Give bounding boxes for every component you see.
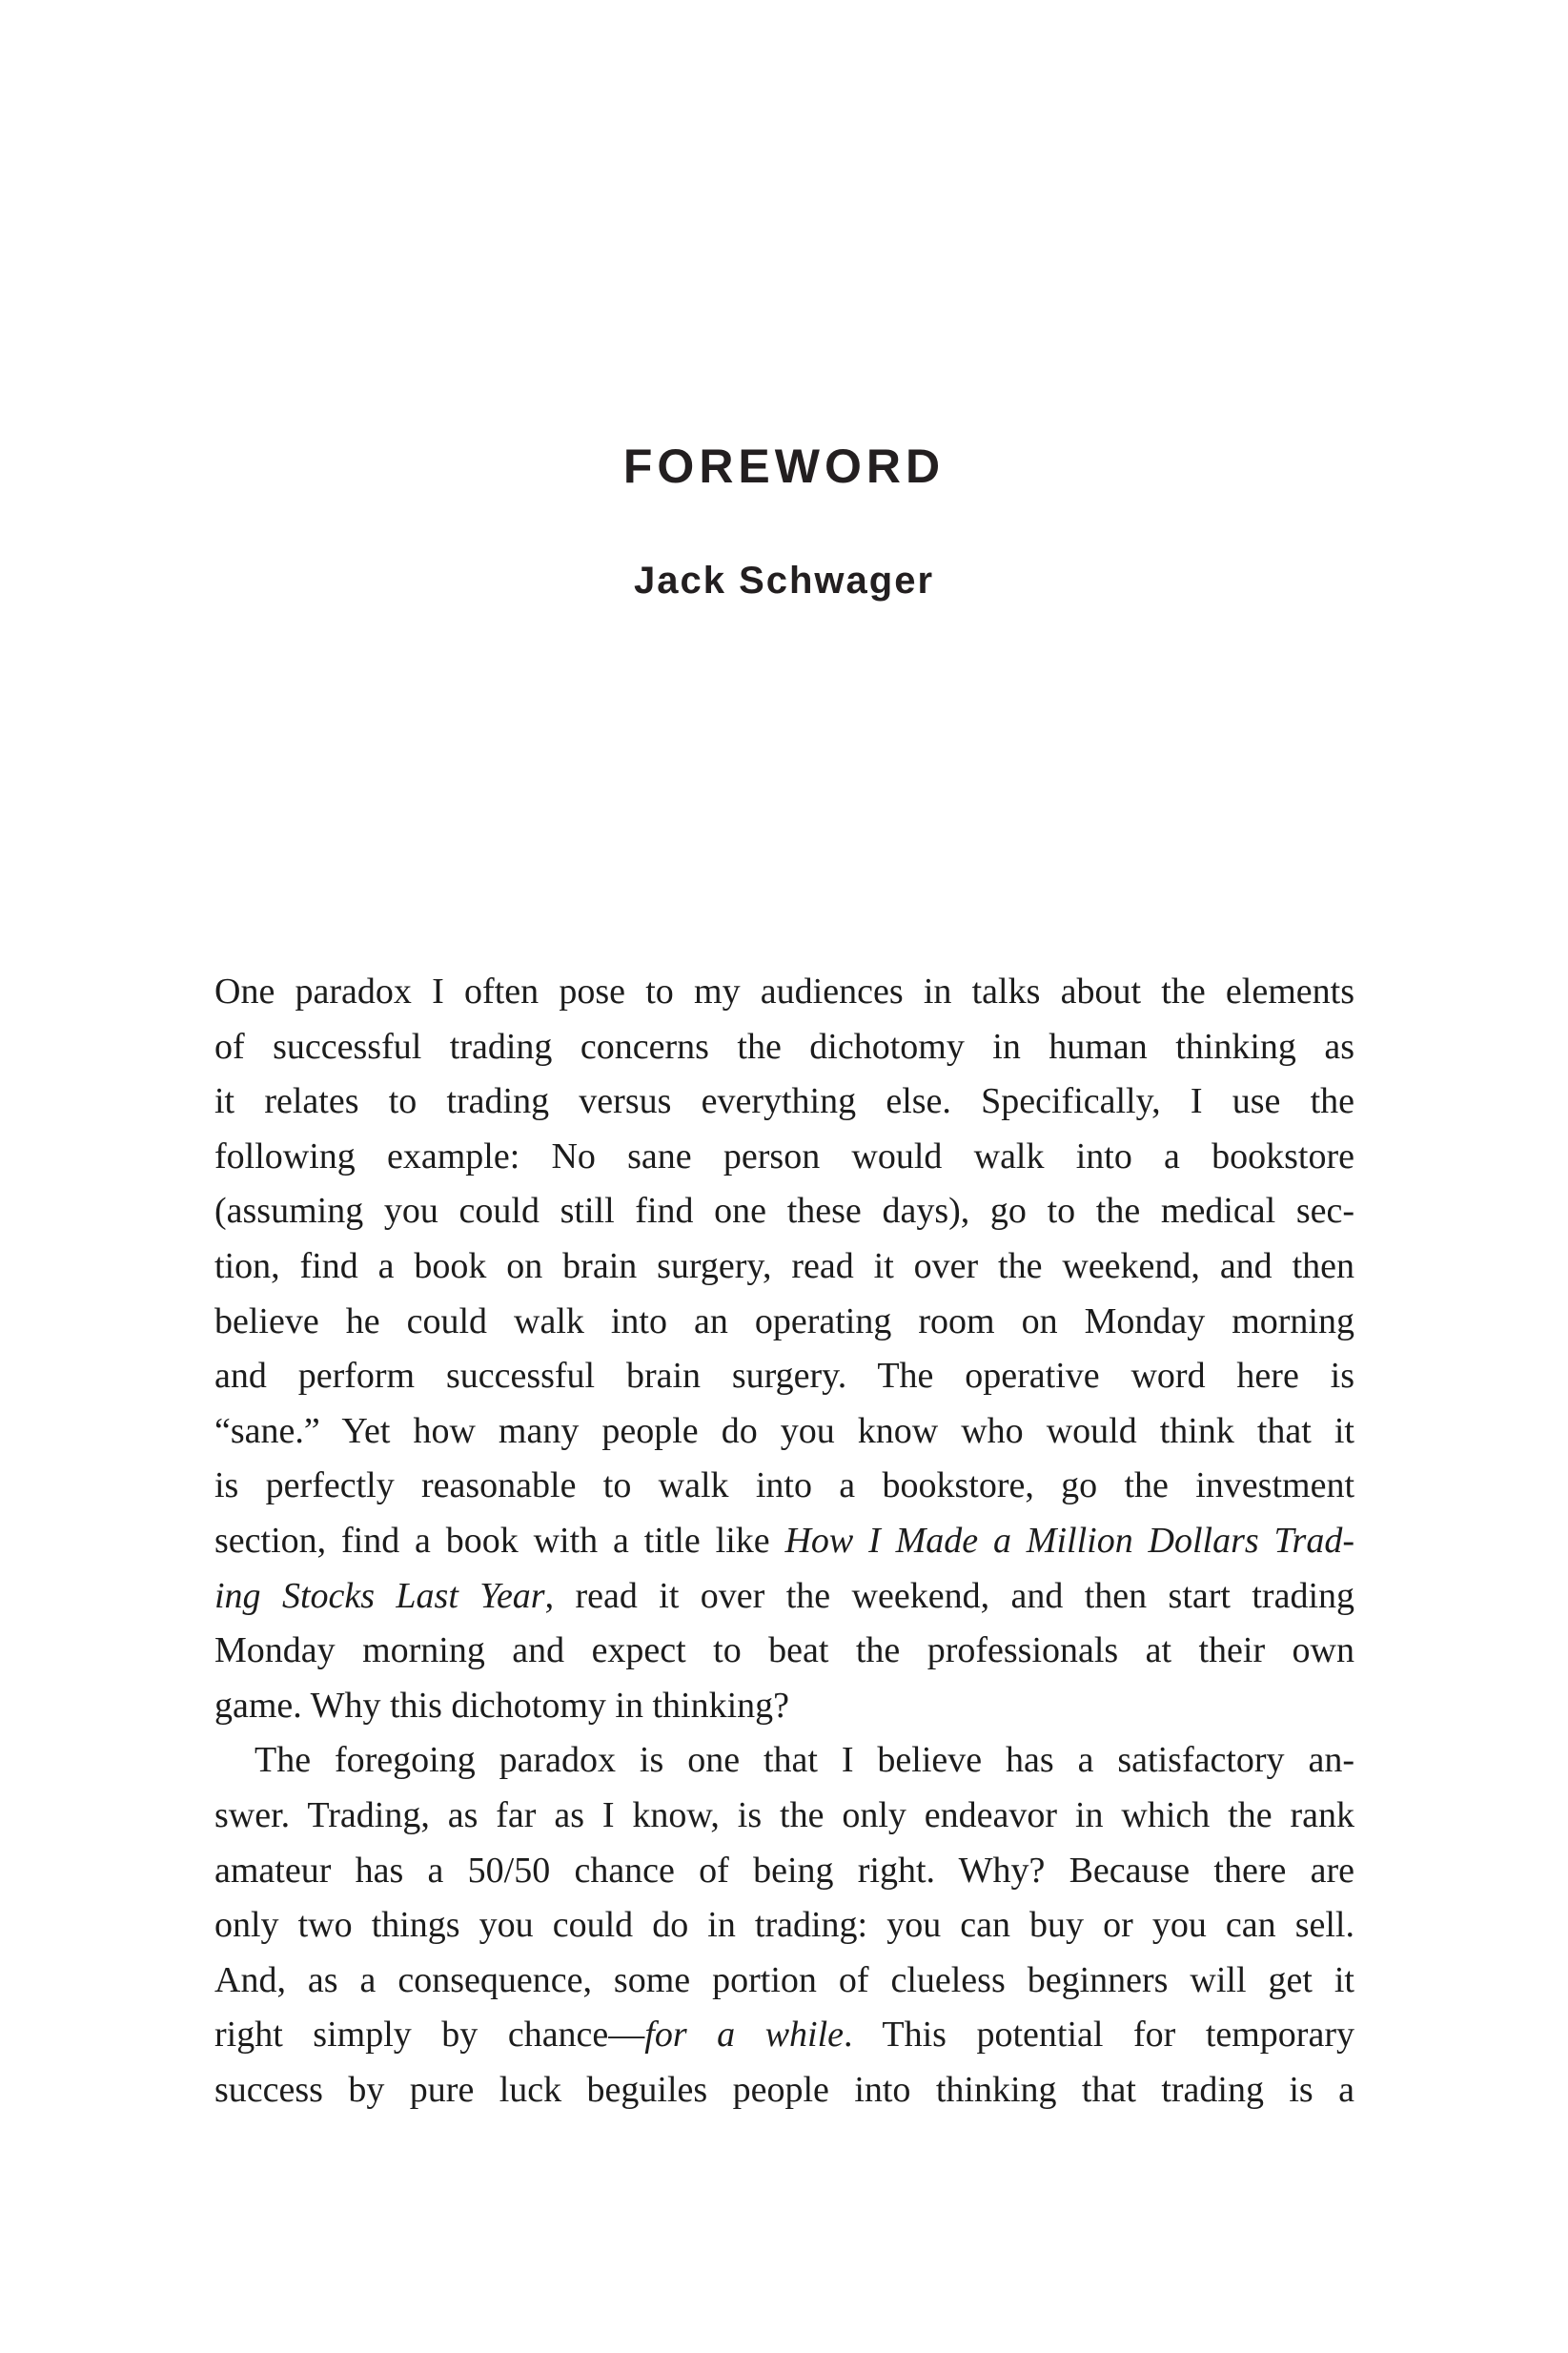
body-text-line	[214, 1349, 1354, 1404]
body-text-line	[214, 965, 1354, 1020]
body-text-segment: of successful trading concerns the dichotomy in human thinking as	[214, 1026, 1354, 1067]
body-text-line	[214, 1239, 1354, 1295]
body-text-segment: , read it over the weekend, and then start trading	[544, 1575, 1354, 1616]
body-text-segment: section, find a book with a title like	[214, 1520, 785, 1561]
author-name: Jack Schwager	[633, 560, 935, 603]
body-text-segment: “sane.” Yet how many people do you know who would think that it	[214, 1410, 1354, 1451]
body-text-segment: believe he could walk into an operating room on Monday morning	[214, 1300, 1354, 1341]
body-text-segment: The foregoing paradox is one that I believe has a satisfactory an-	[255, 1740, 1354, 1781]
body-text-italic-segment: How I Made a Million Dollars Trad-	[784, 1520, 1354, 1561]
body-text-segment: only two things you could do in trading: you can buy or you can sell.	[214, 1905, 1354, 1946]
body-text-segment: swer. Trading, as far as I know, is the only endeavor in which the rank	[214, 1794, 1354, 1835]
body-text-italic-segment: for a while	[644, 2015, 845, 2056]
body-text-segment: it relates to trading versus everything else. Specifically, I use the	[214, 1081, 1354, 1122]
body-text-line	[214, 1954, 1354, 2009]
body-text-line	[214, 2063, 1354, 2118]
body-text-segment: (assuming you could still find one these days), go to the medical sec-	[214, 1191, 1354, 1232]
body-text-line	[214, 1295, 1354, 1350]
body-text-line	[214, 1733, 1354, 1789]
body-text-segment: and perform successful brain surgery. The operative word here is	[214, 1356, 1354, 1397]
body-text-line	[214, 2008, 1354, 2063]
body-text-segment: following example: No sane person would walk into a bookstore	[214, 1136, 1354, 1176]
body-text-line	[214, 1074, 1354, 1130]
body-text-italic-segment: ing Stocks Last Year	[214, 1575, 545, 1616]
body-text-segment: tion, find a book on brain surgery, read it over the weekend, and then	[214, 1245, 1354, 1286]
body-text-line	[214, 1569, 1354, 1625]
page-title: FOREWORD	[622, 439, 946, 493]
body-text	[214, 965, 1354, 2118]
body-text-segment: is perfectly reasonable to walk into a bookstore, go the investment	[214, 1465, 1354, 1506]
body-text-line	[214, 1844, 1354, 1899]
body-text-line	[214, 1624, 1354, 1679]
body-text-segment: game. Why this dichotomy in thinking?	[214, 1685, 790, 1726]
body-text-line	[214, 1459, 1354, 1514]
body-text-segment: Monday morning and expect to beat the professionals at their own	[214, 1630, 1354, 1671]
body-text-segment: right simply by chance—	[214, 2015, 645, 2056]
body-text-segment: One paradox I often pose to my audiences in talks about the elements	[214, 972, 1354, 1012]
body-text-line	[214, 1789, 1354, 1844]
body-text-line	[214, 1020, 1354, 1075]
body-text-segment: success by pure luck beguiles people into thinking that trading is a	[214, 2069, 1354, 2110]
body-text-line	[214, 1130, 1354, 1185]
body-text-line	[214, 1898, 1354, 1954]
body-text-line	[214, 1514, 1354, 1569]
body-text-segment: And, as a consequence, some portion of clueless beginners will get it	[214, 1959, 1354, 2000]
body-text-line	[214, 1679, 1354, 1734]
body-text-line	[214, 1184, 1354, 1239]
body-text-segment: . This potential for temporary	[844, 2015, 1354, 2056]
body-text-line	[214, 1404, 1354, 1460]
body-text-segment: amateur has a 50/50 chance of being right. Why? Because there are	[214, 1850, 1354, 1891]
